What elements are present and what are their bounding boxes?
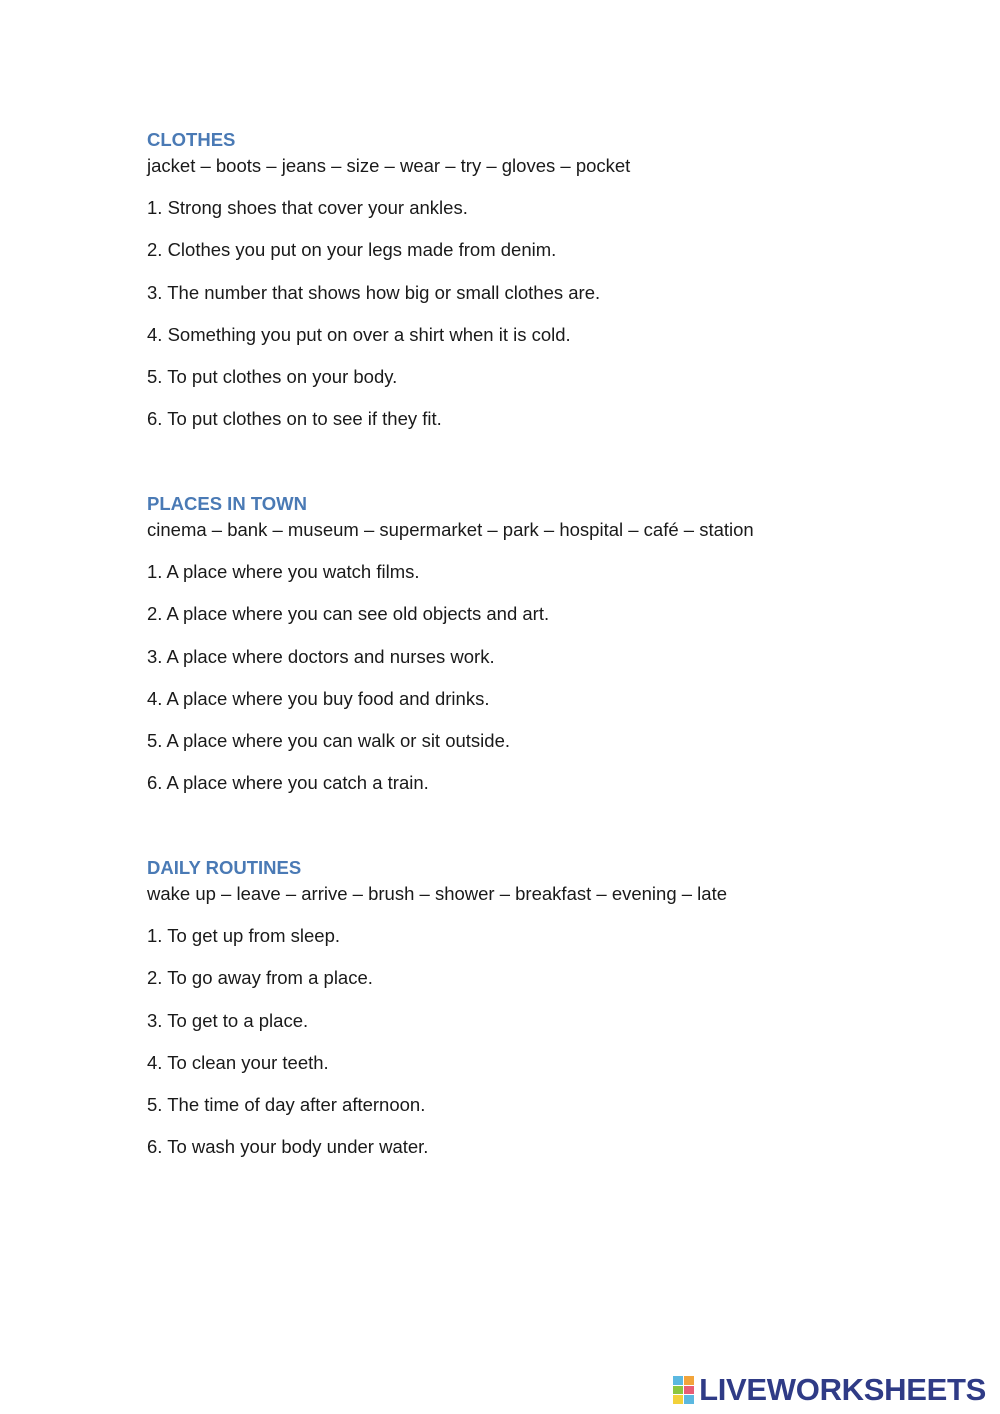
list-item: 3. To get to a place.: [147, 1009, 309, 1031]
list-item: 6. A place where you catch a train.: [147, 772, 429, 794]
list-item: 6. To put clothes on to see if they fit.: [147, 408, 442, 430]
item-list: [147, 558, 927, 797]
list-item: 4. A place where you buy food and drinks.: [147, 687, 490, 709]
section-title: CLOTHES: [147, 129, 236, 150]
section-places-in-town: [147, 492, 927, 812]
item-list: [147, 922, 927, 1161]
list-item: 2. A place where you can see old objects and art.: [147, 603, 550, 625]
liveworksheets-logo-icon: [673, 1376, 695, 1404]
section-title: PLACES IN TOWN: [147, 493, 307, 514]
word-bank: wake up – leave – arrive – brush – shower – breakfast – evening – late: [147, 883, 728, 904]
list-item: 1. To get up from sleep.: [147, 925, 340, 946]
section-title: DAILY ROUTINES: [147, 857, 302, 878]
logo-text: LIVEWORKSHEETS: [699, 1372, 986, 1407]
list-item: 1. Strong shoes that cover your ankles.: [147, 197, 468, 218]
item-list: [147, 194, 927, 433]
liveworksheets-logo: [673, 1372, 986, 1408]
list-item: 6. To wash your body under water.: [147, 1136, 429, 1158]
list-item: 3. The number that shows how big or small clothes are.: [147, 281, 601, 303]
list-item: 3. A place where doctors and nurses work.: [147, 645, 495, 667]
list-item: 5. To put clothes on your body.: [147, 366, 398, 388]
list-item: 4. Something you put on over a shirt when it is cold.: [147, 323, 571, 345]
list-item: 1. A place where you watch films.: [147, 561, 420, 582]
list-item: 4. To clean your teeth.: [147, 1051, 329, 1073]
list-item: 5. A place where you can walk or sit outside.: [147, 730, 511, 752]
list-item: 2. To go away from a place.: [147, 967, 373, 989]
list-item: 5. The time of day after afternoon.: [147, 1094, 426, 1116]
section-daily-routines: [147, 856, 927, 1176]
word-bank: cinema – bank – museum – supermarket – park – hospital – café – station: [147, 519, 754, 540]
section-clothes: [147, 128, 927, 448]
list-item: 2. Clothes you put on your legs made from denim.: [147, 239, 557, 261]
word-bank: jacket – boots – jeans – size – wear – try – gloves – pocket: [147, 155, 631, 176]
